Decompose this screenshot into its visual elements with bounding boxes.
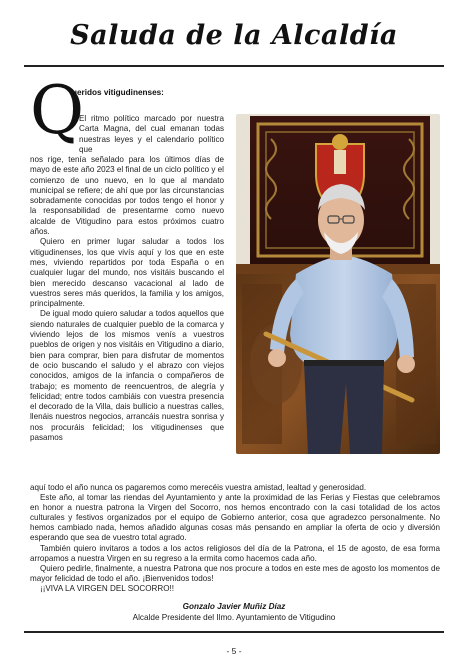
- page-title: Saluda de la Alcaldía: [70, 20, 398, 51]
- paragraph: aquí todo el año nunca os pagaremos como merecéis vuestra amistad, lealtad y generosidad.: [30, 483, 367, 492]
- mayor-portrait-photo: [236, 114, 440, 454]
- drop-cap: Q: [30, 72, 85, 149]
- footer-divider: [24, 631, 444, 633]
- salutation: ueridos vitigudinenses:: [72, 88, 164, 97]
- letter-body-full-width: [30, 483, 440, 594]
- paragraph: El ritmo político marcado por nuestra Carta Magna, del cual emanan todas nuestras leyes y el calendario político que: [79, 114, 224, 154]
- closing-exclamation: ¡¡VIVA LA VIRGEN DEL SOCORRO!!: [40, 583, 175, 593]
- paragraph: Quiero pedirle, finalmente, a nuestra Patrona que nos procure a todos en este mes de agosto los momentos de mayor felicidad de todo el año. ¡Bienvenidos todos!: [30, 563, 440, 583]
- signature-block: [0, 601, 468, 623]
- signatory-role: Alcalde Presidente del Ilmo. Ayuntamiento de Vitigudino: [132, 613, 336, 622]
- title-divider: [24, 65, 444, 67]
- letter-column-top: [79, 114, 224, 155]
- paragraph: Este año, al tomar las riendas del Ayuntamiento y ante la proximidad de las Ferias y Fiestas que celebramos en honor a nuestra patrona la Virgen del Socorro, nos hemos encontrado con la casi totalidad de los actos culturales y festivos organizados por el equipo de Gobierno anterior, cosa que agradezco personalmente. No hemos cambiado nada, hemos añadido algunas cosas más pensando en ampliar la oferta de ocio y diversión esperando que sea de vuestro total agrado.: [30, 493, 440, 543]
- letter-column: [30, 155, 224, 443]
- paragraph: De igual modo quiero saludar a todos aquellos que siendo naturales de cualquier pueblo de la comarca y viviendo lejos de los mismos venís a vuestros pueblos de origen y nos visitáis en Vitigudino a diario, bien para comprar, bien para disfrutar de momentos de ocio buscando el saludo y el abrazo con viejos conocidos, amigos de la infancia o compañeros de trabajo; es momento de reencuentros, de alegría y felicidad; entre todos cambiáis con vuestra presencia el decorado de la Villa, dais bullicio a nuestras calles, llenáis nuestros negocios, arrancáis nuestra sonrisa y nos procuráis felicidad; los vitigudinenses que pasamos: [30, 309, 224, 443]
- paragraph: nos rige, tenía señalado para los últimos días de mayo de este año 2023 el final de un ciclo político y el comienzo de uno nuevo, en lo que al mandato municipal se refiere; de ahí que por las circunstancias sobradamente conocidas por todos tengo el honor y la responsabilidad de presentarme como nuevo alcalde de Vitigudino para estos próximos cuatro años.: [30, 155, 224, 237]
- page-number: - 5 -: [226, 646, 242, 656]
- signatory-name: Gonzalo Javier Muñiz Díaz: [182, 602, 286, 611]
- paragraph: También quiero invitaros a todos a los actos religiosos del día de la Patrona, el 15 de agosto, de esa forma arropamos a nuestra Virgen en su regreso a la ermita como hacemos cada año.: [30, 543, 440, 563]
- paragraph: Quiero en primer lugar saludar a todos los vitigudinenses, los que vivís aquí y los que en este mes, viviendo repartidos por toda España o en cualquier lugar del mundo, nos visitáis buscando el bien merecido descanso vacacional al lado de vuestros seres más queridos, la familia y los amigos, principalmente.: [30, 237, 224, 309]
